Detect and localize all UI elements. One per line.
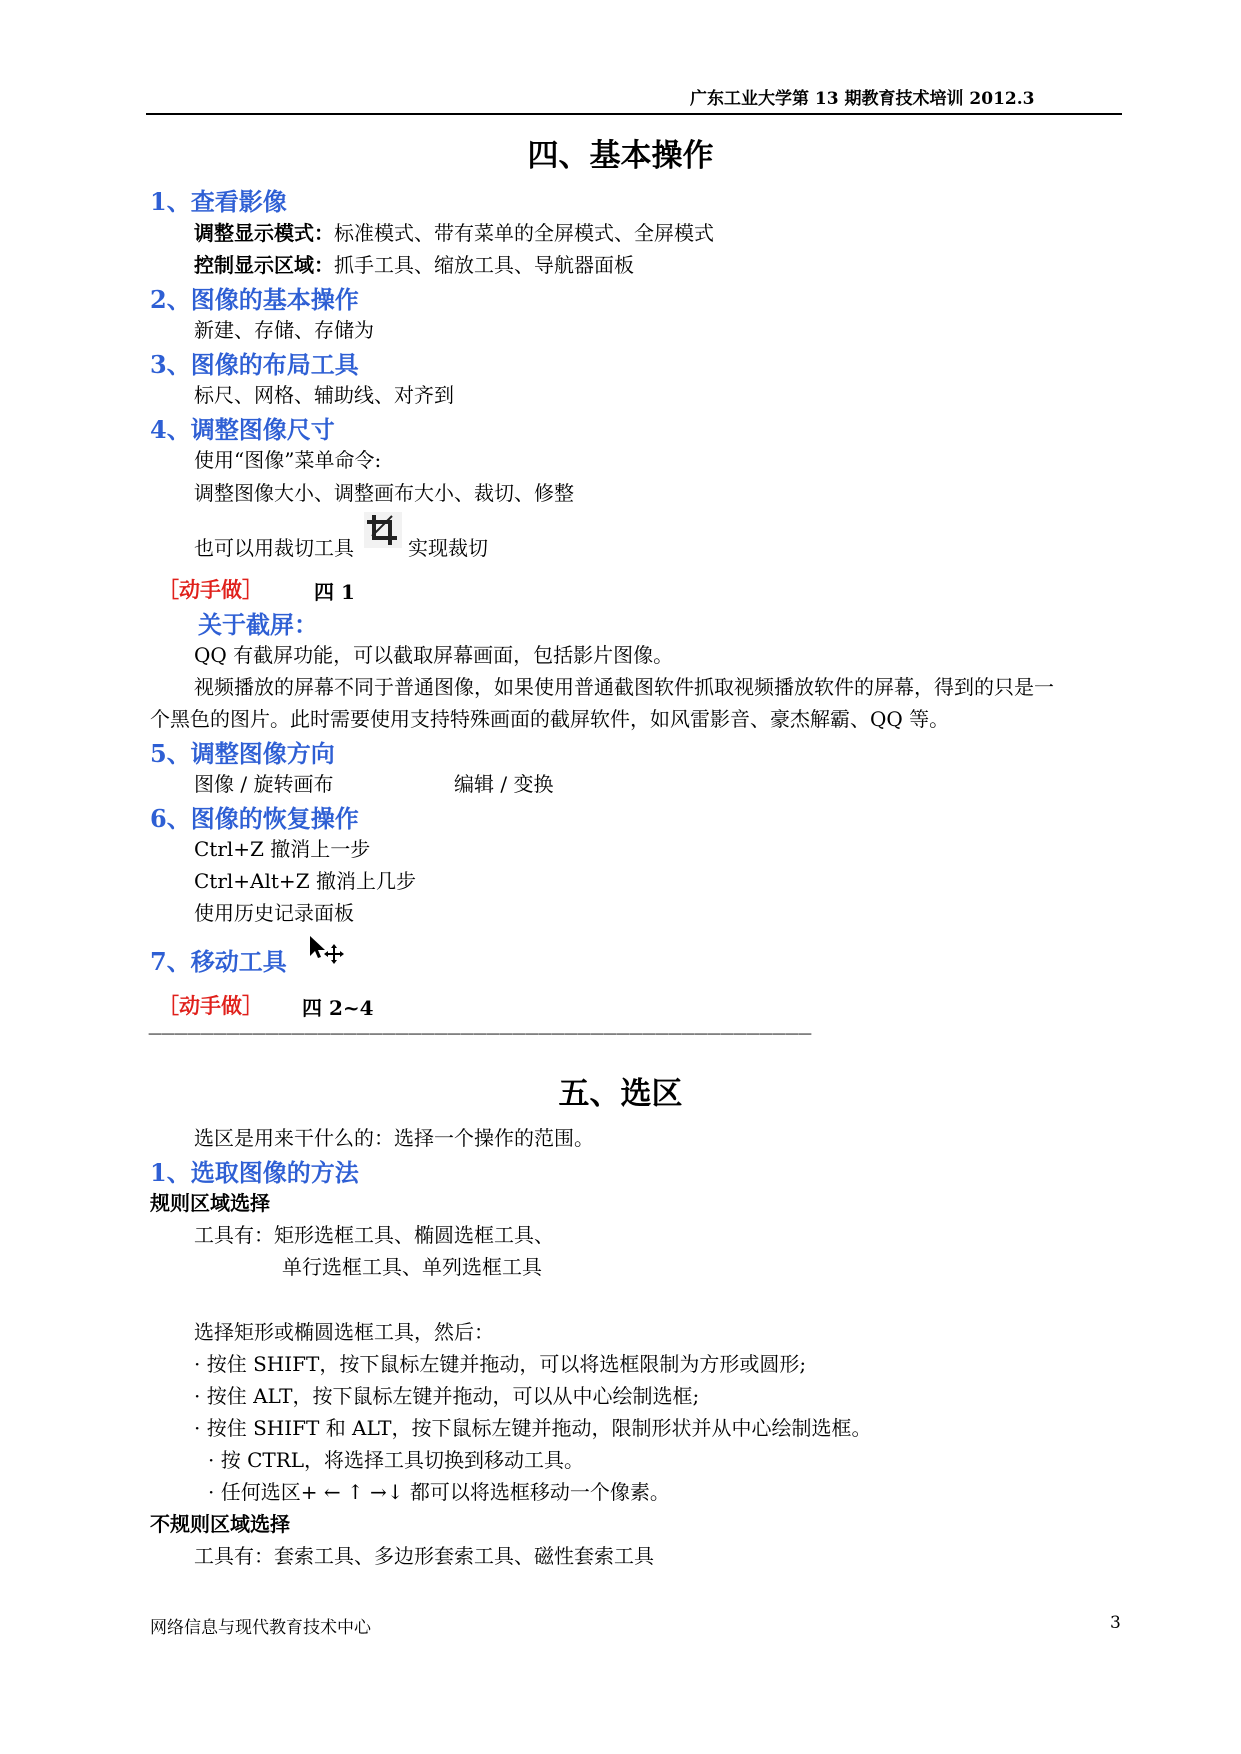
crop-tool-icon [364, 512, 402, 548]
move-tool-icon [308, 934, 344, 964]
heading-restore-operations: 6、图像的恢复操作 [150, 804, 359, 833]
display-mode-label: 调整显示模式： [194, 221, 334, 245]
ctrl-bullet: · 按 CTRL，将选择工具切换到移动工具。 [208, 1448, 585, 1472]
history-panel-text: 使用历史记录面板 [194, 901, 354, 925]
crop-tool-line-a: 也可以用裁切工具 [194, 536, 354, 560]
heading-selection-methods: 1、选取图像的方法 [150, 1158, 359, 1187]
alt-bullet: · 按住 ALT，按下鼠标左键并拖动，可以从中心绘制选框; [194, 1384, 700, 1408]
arrow-bullet: · 任何选区+ ← ↑ →↓ 都可以将选框移动一个像素。 [208, 1480, 670, 1504]
image-menu-text: 使用“图像”菜单命令: [194, 448, 382, 472]
crop-tool-line-b: 实现裁切 [408, 536, 488, 560]
hands-on-label-2: ［动手做］ [158, 993, 263, 1018]
undo-steps-text: Ctrl+Alt+Z 撤消上几步 [194, 869, 416, 893]
qq-screenshot-text: QQ 有截屏功能，可以截取屏幕画面，包括影片图像。 [194, 643, 674, 667]
display-mode-text: 标准模式、带有菜单的全屏模式、全屏模式 [334, 221, 714, 245]
shift-alt-bullet: · 按住 SHIFT 和 ALT，按下鼠标左键并拖动，限制形状并从中心绘制选框。 [194, 1416, 872, 1440]
screenshot-title: 关于截屏： [198, 610, 318, 639]
heading-move-tool: 7、移动工具 [150, 947, 287, 976]
regular-tools-b: 单行选框工具、单列选框工具 [282, 1255, 542, 1279]
display-area-label: 控制显示区域： [194, 253, 334, 277]
image-size-commands: 调整图像大小、调整画布大小、裁切、修整 [194, 481, 574, 505]
hands-on-label-1: ［动手做］ [158, 577, 263, 602]
section-4-title: 四、基本操作 [527, 138, 714, 174]
irregular-tools-text: 工具有：套索工具、多边形套索工具、磁性套索工具 [194, 1544, 654, 1568]
footer-left: 网络信息与现代教育技术中心 [150, 1618, 371, 1638]
page-number: 3 [1110, 1613, 1121, 1633]
shift-bullet: · 按住 SHIFT，按下鼠标左键并拖动，可以将选框限制为方形或圆形; [194, 1352, 807, 1376]
section-5-title: 五、选区 [558, 1076, 683, 1112]
heading-basic-operations: 2、图像的基本操作 [150, 285, 359, 314]
section-divider: ——————————————————————————————————————————————————— [148, 1026, 811, 1042]
irregular-selection-heading: 不规则区域选择 [150, 1512, 290, 1536]
heading-view-image: 1、查看影像 [150, 187, 287, 216]
transform-path: 编辑 / 变换 [454, 772, 554, 796]
selection-then-text: 选择矩形或椭圆选框工具，然后： [194, 1320, 494, 1344]
layout-tools-text: 标尺、网格、辅助线、对齐到 [194, 383, 454, 407]
heading-image-direction: 5、调整图像方向 [150, 739, 335, 768]
header-text: 广东工业大学第 13 期教育技术培训 2012.3 [690, 89, 1035, 109]
display-mode-line [194, 217, 714, 246]
header-rule [146, 113, 1122, 115]
selection-intro: 选区是用来干什么的：选择一个操作的范围。 [194, 1126, 594, 1150]
heading-layout-tools: 3、图像的布局工具 [150, 350, 359, 379]
heading-image-size: 4、调整图像尺寸 [150, 415, 335, 444]
display-area-line [194, 249, 634, 278]
regular-tools-a: 工具有：矩形选框工具、椭圆选框工具、 [194, 1223, 554, 1247]
rotate-canvas-path: 图像 / 旋转画布 [194, 772, 334, 796]
basic-operations-text: 新建、存储、存储为 [194, 318, 374, 342]
regular-selection-heading: 规则区域选择 [150, 1191, 270, 1215]
display-area-text: 抓手工具、缩放工具、导航器面板 [334, 253, 634, 277]
video-screenshot-text-b: 个黑色的图片。此时需要使用支持特殊画面的截屏软件，如风雷影音、豪杰解霸、QQ 等。 [150, 707, 950, 731]
hands-on-value-2: 四 2~4 [302, 996, 374, 1020]
undo-step-text: Ctrl+Z 撤消上一步 [194, 837, 371, 861]
video-screenshot-text-a: 视频播放的屏幕不同于普通图像，如果使用普通截图软件抓取视频播放软件的屏幕，得到的只是一 [194, 675, 1054, 699]
hands-on-value-1: 四 1 [314, 580, 355, 604]
